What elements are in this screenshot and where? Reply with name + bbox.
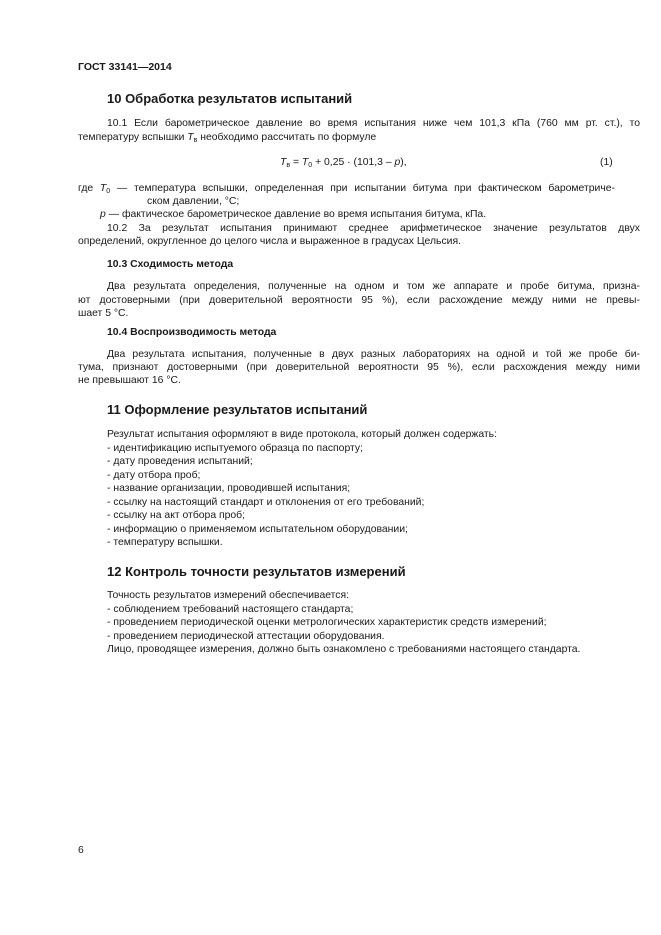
para-10-1-line-1: 10.1 Если барометрическое давление во время испытания ниже чем 101,3 кПа (760 мм рт. ст.), то	[107, 118, 640, 129]
list-item: - дату отбора проб;	[107, 470, 201, 481]
para-10-4-line-2: тума, признают достоверными (при доверительной вероятности 95 %), если расхождения между ними	[78, 362, 640, 373]
para-10-3-line-1: Два результата определения, полученные на одном и том же аппарате и пробе битума, призна-	[107, 281, 640, 292]
where-t0-line-1: где $T_0$ — температура вспышки, определенная при испытании битума при фактическом барометриче-	[78, 183, 615, 195]
section-11-title: 11 Оформление результатов испытаний	[107, 402, 368, 417]
para-10-2-line-1: 10.2 За результат испытания принимают среднее арифметическое значение результатов двух	[107, 223, 640, 234]
section-10-title: 10 Обработка результатов испытаний	[107, 91, 353, 106]
list-item: - информацию о применяемом испытательном оборудовании;	[107, 524, 408, 535]
document-code: ГОСТ 33141—2014	[78, 61, 172, 73]
formula-number: (1)	[600, 157, 613, 168]
para-10-3-line-3: шает 5 °С.	[78, 308, 129, 319]
section-12-title: 12 Контроль точности результатов измерений	[107, 564, 406, 579]
para-10-1-line-2: температуру вспышки $T_в$ необходимо рассчитать по формуле	[78, 132, 377, 144]
list-item: - ссылку на настоящий стандарт и отклонения от его требований;	[107, 497, 425, 508]
formula-1: $T_в = T_0 + 0,25 \cdot (101,3 - p)$,	[280, 157, 407, 169]
list-item: - ссылку на акт отбора проб;	[107, 510, 246, 521]
section-12-intro: Точность результатов измерений обеспечивается:	[107, 590, 350, 601]
para-10-4-line-1: Два результата испытания, полученные в двух разных лабораториях на одной и той же пробе би-	[107, 349, 640, 360]
section-11-intro: Результат испытания оформляют в виде протокола, который должен содержать:	[107, 429, 497, 440]
para-10-2-line-2: определений, округленное до целого числа и выраженное в градусах Цельсия.	[78, 236, 461, 247]
list-item: - проведением периодической оценки метрологических характеристик средств измерений;	[107, 617, 547, 628]
where-p-line: p — фактическое барометрическое давление во время испытания битума, кПа.	[100, 209, 487, 220]
list-item: - соблюдением требований настоящего стандарта;	[107, 604, 354, 615]
where-t0-line-2: ском давлении, °С;	[147, 196, 240, 207]
section-10-3-title: 10.3 Сходимость метода	[107, 259, 234, 270]
list-item: - дату проведения испытаний;	[107, 456, 253, 467]
section-12-final: Лицо, проводящее измерения, должно быть ознакомлено с требованиями настоящего стандарта.	[107, 644, 581, 655]
para-10-4-line-3: не превышают 16 °С.	[78, 375, 181, 386]
list-item: - проведением периодической аттестации оборудования.	[107, 631, 385, 642]
list-item: - идентификацию испытуемого образца по паспорту;	[107, 443, 363, 454]
section-10-4-title: 10.4 Воспроизводимость метода	[107, 327, 277, 338]
list-item: - температуру вспышки.	[107, 537, 223, 548]
page-number: 6	[78, 845, 84, 856]
para-10-3-line-2: ют достоверными (при доверительной вероятности 95 %), если расхождение между ними не превы-	[78, 295, 640, 306]
list-item: - название организации, проводившей испытания;	[107, 483, 351, 494]
